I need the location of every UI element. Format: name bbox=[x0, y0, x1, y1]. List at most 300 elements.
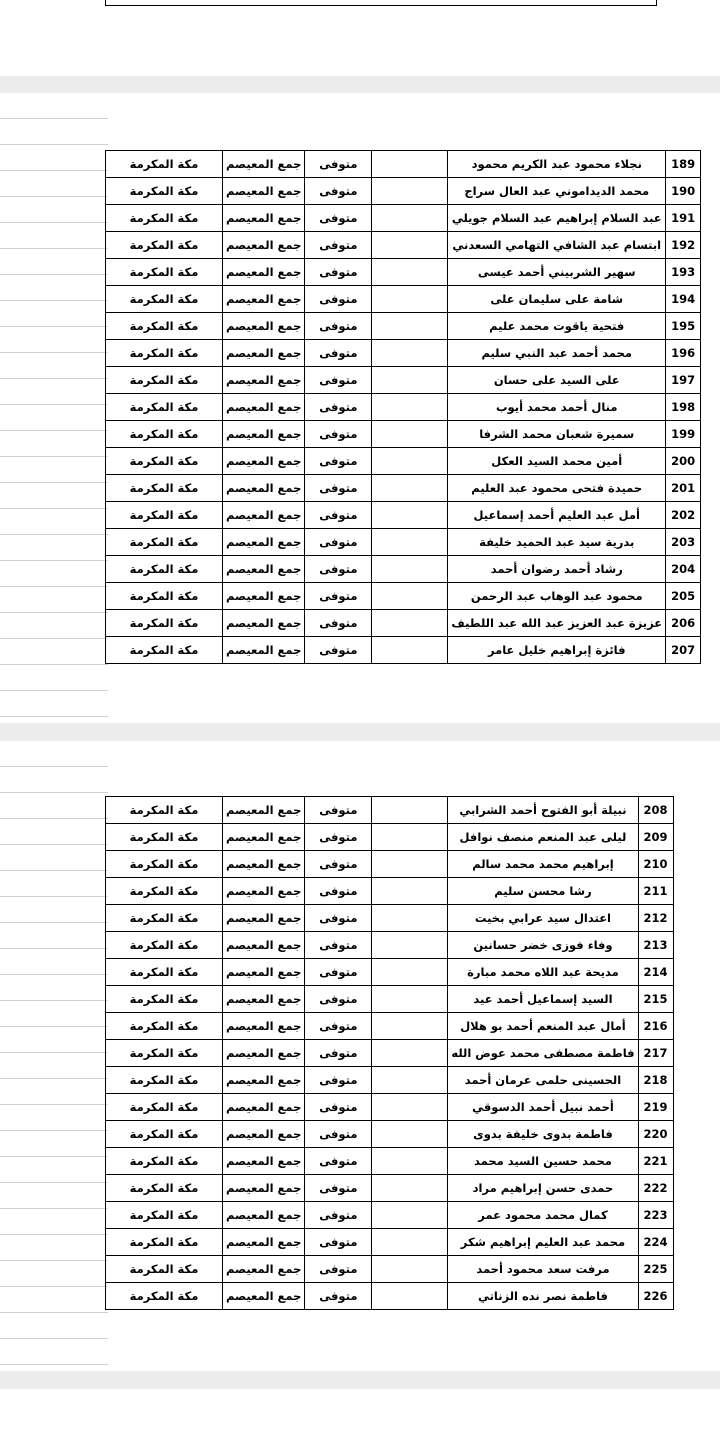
status-cell: متوفى bbox=[305, 878, 372, 905]
status-cell: متوفى bbox=[305, 1175, 372, 1202]
name-cell: سهير الشربيني أحمد عيسى bbox=[448, 259, 666, 286]
assembly-cell: جمع المعيصم bbox=[223, 851, 305, 878]
gridline bbox=[0, 691, 108, 717]
table-row bbox=[106, 1148, 674, 1175]
name-cell: عزيزة عبد العزيز عبد الله عبد اللطيف bbox=[448, 610, 666, 637]
name-cell: فائزة إبراهيم خليل عامر bbox=[448, 637, 666, 664]
table-row bbox=[106, 583, 701, 610]
assembly-cell: جمع المعيصم bbox=[223, 178, 305, 205]
row-number-cell: 218 bbox=[638, 1067, 673, 1094]
gridline bbox=[0, 509, 108, 535]
table-row bbox=[106, 286, 701, 313]
table-row bbox=[106, 421, 701, 448]
empty-cell bbox=[372, 205, 448, 232]
row-number-cell: 205 bbox=[666, 583, 701, 610]
name-cell: نجلاء محمود عبد الكريم محمود bbox=[448, 151, 666, 178]
empty-cell bbox=[372, 959, 448, 986]
row-number-cell: 194 bbox=[666, 286, 701, 313]
name-cell: سميرة شعبان محمد الشرفا bbox=[448, 421, 666, 448]
row-number-cell: 212 bbox=[638, 905, 673, 932]
place-cell: مكة المكرمة bbox=[106, 232, 223, 259]
status-cell: متوفى bbox=[305, 1202, 372, 1229]
assembly-cell: جمع المعيصم bbox=[223, 1040, 305, 1067]
empty-cell bbox=[372, 1094, 448, 1121]
assembly-cell: جمع المعيصم bbox=[223, 259, 305, 286]
assembly-cell: جمع المعيصم bbox=[223, 421, 305, 448]
table-row bbox=[106, 367, 701, 394]
empty-cell bbox=[372, 1148, 448, 1175]
place-cell: مكة المكرمة bbox=[106, 583, 223, 610]
gridline bbox=[0, 1287, 108, 1313]
gridline bbox=[0, 1157, 108, 1183]
assembly-cell: جمع المعيصم bbox=[223, 824, 305, 851]
gridline bbox=[0, 741, 108, 767]
assembly-cell: جمع المعيصم bbox=[223, 340, 305, 367]
empty-cell bbox=[372, 1013, 448, 1040]
assembly-cell: جمع المعيصم bbox=[223, 610, 305, 637]
name-cell: نبيلة أبو الفتوح أحمد الشرابي bbox=[448, 797, 638, 824]
empty-cell bbox=[372, 1175, 448, 1202]
row-number-cell: 224 bbox=[638, 1229, 673, 1256]
gridline bbox=[0, 405, 108, 431]
status-cell: متوفى bbox=[305, 610, 372, 637]
name-cell: أمال عبد المنعم أحمد بو هلال bbox=[448, 1013, 638, 1040]
table-row bbox=[106, 1067, 674, 1094]
row-number-cell: 204 bbox=[666, 556, 701, 583]
gridline bbox=[0, 119, 108, 145]
gridline bbox=[0, 949, 108, 975]
page-1 bbox=[0, 93, 720, 723]
status-cell: متوفى bbox=[305, 986, 372, 1013]
spreadsheet-gridlines bbox=[0, 741, 108, 1371]
table-row bbox=[106, 1229, 674, 1256]
row-number-cell: 222 bbox=[638, 1175, 673, 1202]
name-cell: مرفت سعد محمود أحمد bbox=[448, 1256, 638, 1283]
status-cell: متوفى bbox=[305, 1256, 372, 1283]
name-cell: ابتسام عبد الشافي التهامي السعدني bbox=[448, 232, 666, 259]
name-cell: أمل عبد العليم أحمد إسماعيل bbox=[448, 502, 666, 529]
place-cell: مكة المكرمة bbox=[106, 1229, 223, 1256]
gridline bbox=[0, 327, 108, 353]
row-number-cell: 201 bbox=[666, 475, 701, 502]
gridline bbox=[0, 767, 108, 793]
status-cell: متوفى bbox=[305, 556, 372, 583]
status-cell: متوفى bbox=[305, 1067, 372, 1094]
assembly-cell: جمع المعيصم bbox=[223, 394, 305, 421]
empty-cell bbox=[372, 637, 448, 664]
place-cell: مكة المكرمة bbox=[106, 1067, 223, 1094]
status-cell: متوفى bbox=[305, 205, 372, 232]
status-cell: متوفى bbox=[305, 151, 372, 178]
gridline bbox=[0, 639, 108, 665]
place-cell: مكة المكرمة bbox=[106, 878, 223, 905]
row-number-cell: 223 bbox=[638, 1202, 673, 1229]
name-cell: الحسينى حلمى عرمان أحمد bbox=[448, 1067, 638, 1094]
table-row bbox=[106, 502, 701, 529]
gridline bbox=[0, 301, 108, 327]
gridline bbox=[0, 431, 108, 457]
row-number-cell: 197 bbox=[666, 367, 701, 394]
gridline bbox=[0, 613, 108, 639]
row-number-cell: 196 bbox=[666, 340, 701, 367]
spreadsheet-gridlines bbox=[0, 93, 108, 723]
place-cell: مكة المكرمة bbox=[106, 1121, 223, 1148]
assembly-cell: جمع المعيصم bbox=[223, 1013, 305, 1040]
table-row bbox=[106, 1202, 674, 1229]
table-row bbox=[106, 932, 674, 959]
name-cell: محمد أحمد عبد النبي سليم bbox=[448, 340, 666, 367]
row-number-cell: 214 bbox=[638, 959, 673, 986]
name-cell: السيد إسماعيل أحمد عيد bbox=[448, 986, 638, 1013]
row-number-cell: 216 bbox=[638, 1013, 673, 1040]
empty-cell bbox=[372, 583, 448, 610]
row-number-cell: 198 bbox=[666, 394, 701, 421]
gridline bbox=[0, 171, 108, 197]
empty-cell bbox=[372, 797, 448, 824]
status-cell: متوفى bbox=[305, 959, 372, 986]
table-row bbox=[106, 824, 674, 851]
status-cell: متوفى bbox=[305, 286, 372, 313]
status-cell: متوفى bbox=[305, 905, 372, 932]
place-cell: مكة المكرمة bbox=[106, 1202, 223, 1229]
place-cell: مكة المكرمة bbox=[106, 286, 223, 313]
gridline bbox=[0, 535, 108, 561]
assembly-cell: جمع المعيصم bbox=[223, 1121, 305, 1148]
row-number-cell: 208 bbox=[638, 797, 673, 824]
row-number-cell: 189 bbox=[666, 151, 701, 178]
assembly-cell: جمع المعيصم bbox=[223, 1148, 305, 1175]
table-row bbox=[106, 851, 674, 878]
page-2 bbox=[0, 741, 720, 1371]
gridline bbox=[0, 897, 108, 923]
assembly-cell: جمع المعيصم bbox=[223, 932, 305, 959]
name-cell: حمدى حسن إبراهيم مراد bbox=[448, 1175, 638, 1202]
assembly-cell: جمع المعيصم bbox=[223, 1094, 305, 1121]
place-cell: مكة المكرمة bbox=[106, 1013, 223, 1040]
place-cell: مكة المكرمة bbox=[106, 637, 223, 664]
status-cell: متوفى bbox=[305, 394, 372, 421]
row-number-cell: 225 bbox=[638, 1256, 673, 1283]
table-row bbox=[106, 1013, 674, 1040]
empty-cell bbox=[372, 178, 448, 205]
table-row bbox=[106, 556, 701, 583]
row-number-cell: 199 bbox=[666, 421, 701, 448]
status-cell: متوفى bbox=[305, 851, 372, 878]
empty-cell bbox=[372, 502, 448, 529]
gridline bbox=[0, 871, 108, 897]
place-cell: مكة المكرمة bbox=[106, 151, 223, 178]
row-number-cell: 215 bbox=[638, 986, 673, 1013]
row-number-cell: 219 bbox=[638, 1094, 673, 1121]
table-row bbox=[106, 637, 701, 664]
empty-cell bbox=[372, 905, 448, 932]
name-cell: أمين محمد السيد العكل bbox=[448, 448, 666, 475]
name-cell: حميدة فتحى محمود عبد العليم bbox=[448, 475, 666, 502]
status-cell: متوفى bbox=[305, 529, 372, 556]
status-cell: متوفى bbox=[305, 637, 372, 664]
assembly-cell: جمع المعيصم bbox=[223, 905, 305, 932]
assembly-cell: جمع المعيصم bbox=[223, 637, 305, 664]
assembly-cell: جمع المعيصم bbox=[223, 448, 305, 475]
gridline bbox=[0, 665, 108, 691]
gridline bbox=[0, 93, 108, 119]
assembly-cell: جمع المعيصم bbox=[223, 205, 305, 232]
assembly-cell: جمع المعيصم bbox=[223, 797, 305, 824]
place-cell: مكة المكرمة bbox=[106, 1094, 223, 1121]
gridline bbox=[0, 1209, 108, 1235]
empty-cell bbox=[372, 878, 448, 905]
row-number-cell: 206 bbox=[666, 610, 701, 637]
empty-cell bbox=[372, 824, 448, 851]
place-cell: مكة المكرمة bbox=[106, 340, 223, 367]
empty-cell bbox=[372, 421, 448, 448]
place-cell: مكة المكرمة bbox=[106, 1148, 223, 1175]
place-cell: مكة المكرمة bbox=[106, 932, 223, 959]
empty-cell bbox=[372, 851, 448, 878]
gridline bbox=[0, 1079, 108, 1105]
gridline bbox=[0, 1339, 108, 1365]
gridline bbox=[0, 457, 108, 483]
name-cell: شامة على سليمان على bbox=[448, 286, 666, 313]
gridline bbox=[0, 379, 108, 405]
row-number-cell: 192 bbox=[666, 232, 701, 259]
status-cell: متوفى bbox=[305, 1148, 372, 1175]
name-cell: رشاد أحمد رضوان أحمد bbox=[448, 556, 666, 583]
name-cell: عبد السلام إبراهيم عبد السلام جويلي bbox=[448, 205, 666, 232]
row-number-cell: 213 bbox=[638, 932, 673, 959]
empty-cell bbox=[372, 448, 448, 475]
empty-cell bbox=[372, 394, 448, 421]
gridline bbox=[0, 223, 108, 249]
empty-cell bbox=[372, 367, 448, 394]
status-cell: متوفى bbox=[305, 797, 372, 824]
gridline bbox=[0, 1001, 108, 1027]
empty-cell bbox=[372, 1202, 448, 1229]
assembly-cell: جمع المعيصم bbox=[223, 1202, 305, 1229]
status-cell: متوفى bbox=[305, 932, 372, 959]
place-cell: مكة المكرمة bbox=[106, 959, 223, 986]
roster-table-2 bbox=[105, 796, 674, 1310]
status-cell: متوفى bbox=[305, 367, 372, 394]
table-row bbox=[106, 178, 701, 205]
empty-cell bbox=[372, 151, 448, 178]
empty-cell bbox=[372, 1256, 448, 1283]
empty-cell bbox=[372, 932, 448, 959]
empty-cell bbox=[372, 529, 448, 556]
row-number-cell: 210 bbox=[638, 851, 673, 878]
assembly-cell: جمع المعيصم bbox=[223, 1067, 305, 1094]
name-cell: فتحية ياقوت محمد عليم bbox=[448, 313, 666, 340]
name-cell: ليلى عبد المنعم منصف نوافل bbox=[448, 824, 638, 851]
assembly-cell: جمع المعيصم bbox=[223, 878, 305, 905]
row-number-cell: 207 bbox=[666, 637, 701, 664]
empty-cell bbox=[372, 986, 448, 1013]
empty-cell bbox=[372, 610, 448, 637]
row-number-cell: 191 bbox=[666, 205, 701, 232]
row-number-cell: 200 bbox=[666, 448, 701, 475]
status-cell: متوفى bbox=[305, 448, 372, 475]
name-cell: رشا محسن سليم bbox=[448, 878, 638, 905]
name-cell: فاطمة مصطفى محمد عوض الله bbox=[448, 1040, 638, 1067]
empty-cell bbox=[372, 1067, 448, 1094]
gridline bbox=[0, 1053, 108, 1079]
table-row bbox=[106, 448, 701, 475]
gridline bbox=[0, 1183, 108, 1209]
place-cell: مكة المكرمة bbox=[106, 421, 223, 448]
place-cell: مكة المكرمة bbox=[106, 610, 223, 637]
status-cell: متوفى bbox=[305, 313, 372, 340]
gridline bbox=[0, 483, 108, 509]
name-cell: محمود عبد الوهاب عبد الرحمن bbox=[448, 583, 666, 610]
status-cell: متوفى bbox=[305, 421, 372, 448]
empty-cell bbox=[372, 556, 448, 583]
place-cell: مكة المكرمة bbox=[106, 905, 223, 932]
row-number-cell: 209 bbox=[638, 824, 673, 851]
status-cell: متوفى bbox=[305, 1040, 372, 1067]
row-number-cell: 190 bbox=[666, 178, 701, 205]
table-row bbox=[106, 905, 674, 932]
table-row bbox=[106, 259, 701, 286]
row-number-cell: 217 bbox=[638, 1040, 673, 1067]
gridline bbox=[0, 1105, 108, 1131]
place-cell: مكة المكرمة bbox=[106, 259, 223, 286]
name-cell: أحمد نبيل أحمد الدسوقي bbox=[448, 1094, 638, 1121]
table-row bbox=[106, 151, 701, 178]
place-cell: مكة المكرمة bbox=[106, 529, 223, 556]
gridline bbox=[0, 923, 108, 949]
assembly-cell: جمع المعيصم bbox=[223, 529, 305, 556]
name-cell: وفاء فوزى خضر حسانين bbox=[448, 932, 638, 959]
table-row bbox=[106, 394, 701, 421]
place-cell: مكة المكرمة bbox=[106, 205, 223, 232]
gridline bbox=[0, 1261, 108, 1287]
name-cell: فاطمة نصر نده الزناتي bbox=[448, 1283, 638, 1310]
gridline bbox=[0, 1027, 108, 1053]
name-cell: محمد الديداموني عبد العال سراج bbox=[448, 178, 666, 205]
assembly-cell: جمع المعيصم bbox=[223, 556, 305, 583]
status-cell: متوفى bbox=[305, 824, 372, 851]
place-cell: مكة المكرمة bbox=[106, 851, 223, 878]
empty-cell bbox=[372, 313, 448, 340]
status-cell: متوفى bbox=[305, 1094, 372, 1121]
gridline bbox=[0, 975, 108, 1001]
gridline bbox=[0, 845, 108, 871]
next-page-fragment bbox=[0, 1389, 720, 1440]
gridline bbox=[0, 793, 108, 819]
place-cell: مكة المكرمة bbox=[106, 986, 223, 1013]
table-row bbox=[106, 1094, 674, 1121]
status-cell: متوفى bbox=[305, 232, 372, 259]
place-cell: مكة المكرمة bbox=[106, 475, 223, 502]
table-row bbox=[106, 529, 701, 556]
empty-cell bbox=[372, 1283, 448, 1310]
status-cell: متوفى bbox=[305, 502, 372, 529]
assembly-cell: جمع المعيصم bbox=[223, 232, 305, 259]
empty-cell bbox=[372, 1121, 448, 1148]
status-cell: متوفى bbox=[305, 1229, 372, 1256]
assembly-cell: جمع المعيصم bbox=[223, 959, 305, 986]
table-row bbox=[106, 232, 701, 259]
status-cell: متوفى bbox=[305, 1283, 372, 1310]
gridline bbox=[0, 353, 108, 379]
table-row bbox=[106, 475, 701, 502]
table-row bbox=[106, 1256, 674, 1283]
table-row bbox=[106, 610, 701, 637]
row-number-cell: 220 bbox=[638, 1121, 673, 1148]
assembly-cell: جمع المعيصم bbox=[223, 1175, 305, 1202]
place-cell: مكة المكرمة bbox=[106, 502, 223, 529]
row-number-cell: 221 bbox=[638, 1148, 673, 1175]
table-row bbox=[106, 986, 674, 1013]
table-row bbox=[106, 797, 674, 824]
place-cell: مكة المكرمة bbox=[106, 178, 223, 205]
empty-cell bbox=[372, 232, 448, 259]
table-row bbox=[106, 313, 701, 340]
name-cell: محمد عبد العليم إبراهيم شكر bbox=[448, 1229, 638, 1256]
empty-cell bbox=[372, 259, 448, 286]
assembly-cell: جمع المعيصم bbox=[223, 313, 305, 340]
gridline bbox=[0, 561, 108, 587]
name-cell: فاطمة بدوى خليفة بدوى bbox=[448, 1121, 638, 1148]
place-cell: مكة المكرمة bbox=[106, 448, 223, 475]
gridline bbox=[0, 1235, 108, 1261]
table-row bbox=[106, 878, 674, 905]
assembly-cell: جمع المعيصم bbox=[223, 986, 305, 1013]
place-cell: مكة المكرمة bbox=[106, 1283, 223, 1310]
place-cell: مكة المكرمة bbox=[106, 797, 223, 824]
assembly-cell: جمع المعيصم bbox=[223, 583, 305, 610]
place-cell: مكة المكرمة bbox=[106, 824, 223, 851]
name-cell: منال أحمد محمد أيوب bbox=[448, 394, 666, 421]
row-number-cell: 202 bbox=[666, 502, 701, 529]
assembly-cell: جمع المعيصم bbox=[223, 286, 305, 313]
place-cell: مكة المكرمة bbox=[106, 1256, 223, 1283]
gridline bbox=[0, 1131, 108, 1157]
table-row bbox=[106, 205, 701, 232]
gridline bbox=[0, 587, 108, 613]
previous-page-fragment bbox=[0, 0, 720, 76]
name-cell: مديحة عبد اللاه محمد مبارة bbox=[448, 959, 638, 986]
empty-cell bbox=[372, 286, 448, 313]
table-row bbox=[106, 959, 674, 986]
place-cell: مكة المكرمة bbox=[106, 394, 223, 421]
status-cell: متوفى bbox=[305, 1013, 372, 1040]
gridline bbox=[0, 1313, 108, 1339]
assembly-cell: جمع المعيصم bbox=[223, 1283, 305, 1310]
assembly-cell: جمع المعيصم bbox=[223, 1229, 305, 1256]
status-cell: متوفى bbox=[305, 583, 372, 610]
table-row bbox=[106, 1283, 674, 1310]
name-cell: اعتدال سيد عرابي بخيت bbox=[448, 905, 638, 932]
assembly-cell: جمع المعيصم bbox=[223, 502, 305, 529]
name-cell: كمال محمد محمود عمر bbox=[448, 1202, 638, 1229]
row-number-cell: 211 bbox=[638, 878, 673, 905]
status-cell: متوفى bbox=[305, 340, 372, 367]
assembly-cell: جمع المعيصم bbox=[223, 151, 305, 178]
status-cell: متوفى bbox=[305, 259, 372, 286]
roster-table-1 bbox=[105, 150, 701, 664]
assembly-cell: جمع المعيصم bbox=[223, 1256, 305, 1283]
place-cell: مكة المكرمة bbox=[106, 556, 223, 583]
table-row bbox=[106, 1175, 674, 1202]
empty-cell bbox=[372, 1229, 448, 1256]
name-cell: إبراهيم محمد محمد سالم bbox=[448, 851, 638, 878]
name-cell: بدرية سيد عبد الحميد خليفة bbox=[448, 529, 666, 556]
place-cell: مكة المكرمة bbox=[106, 313, 223, 340]
empty-cell bbox=[372, 340, 448, 367]
table-row bbox=[106, 1040, 674, 1067]
place-cell: مكة المكرمة bbox=[106, 367, 223, 394]
